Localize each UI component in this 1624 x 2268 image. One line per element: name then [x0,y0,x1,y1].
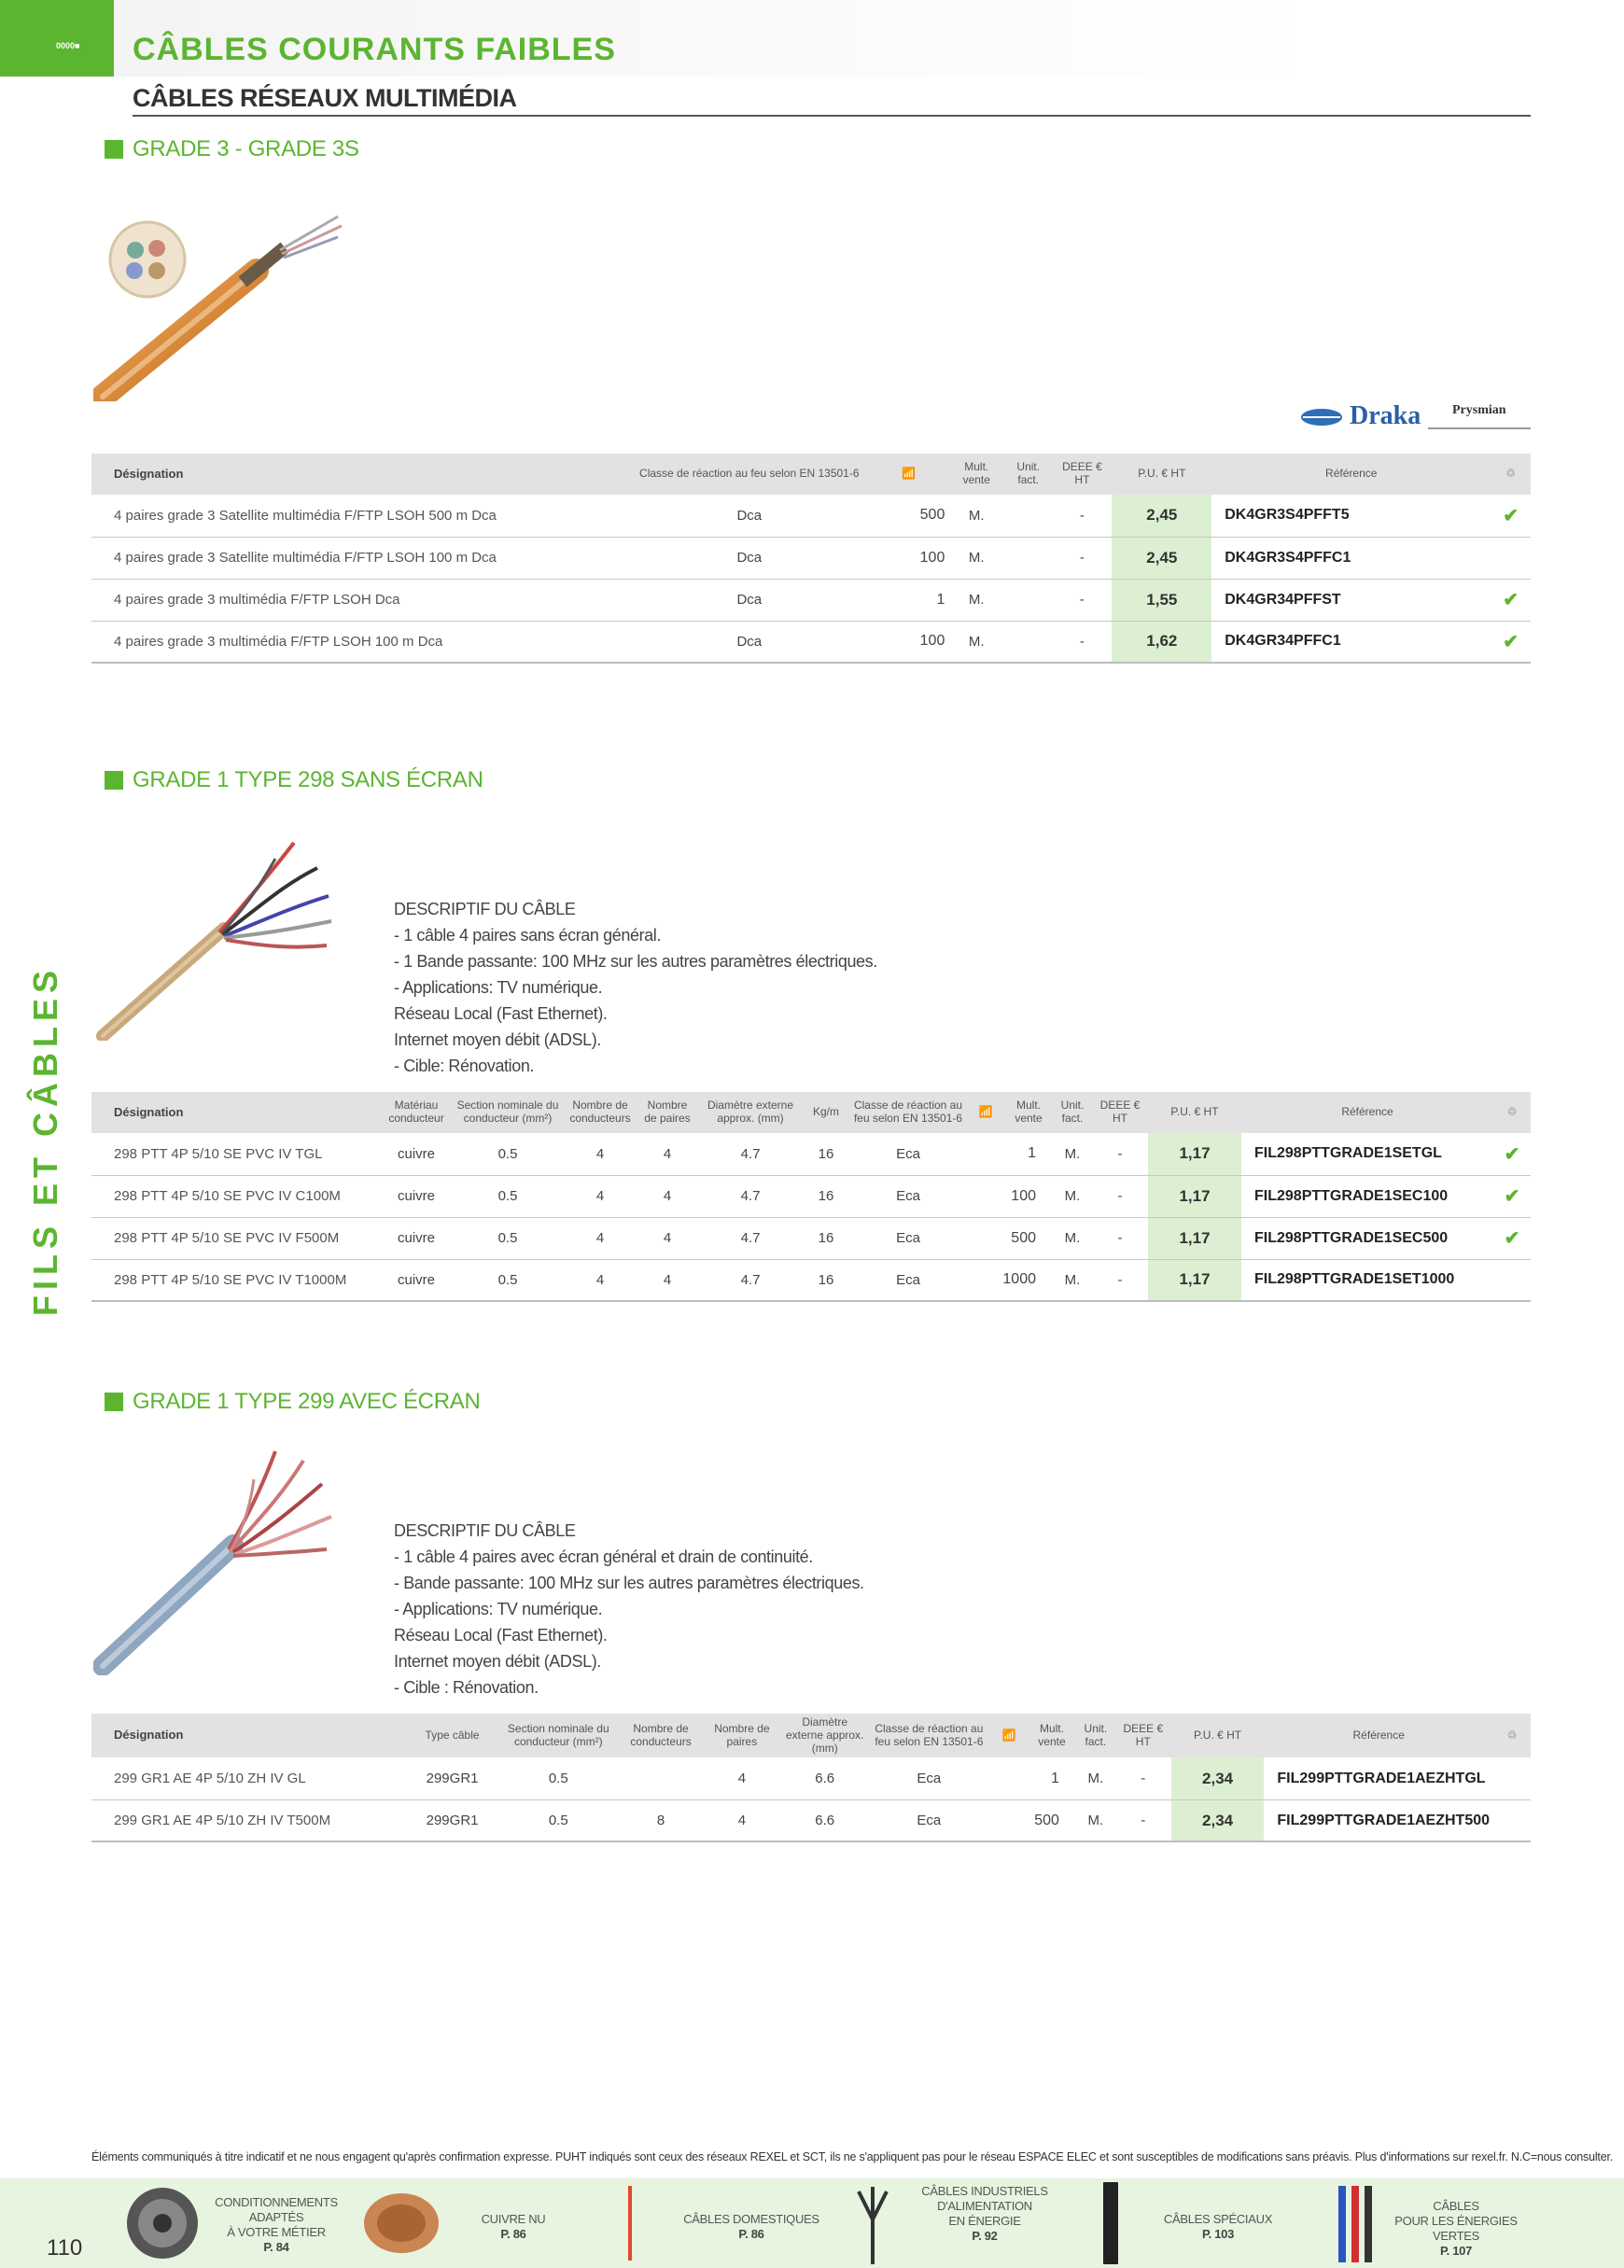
cell-classe: Eca [849,1133,967,1175]
cell-reference: FIL299PTTGRADE1AEZHT500 [1264,1799,1493,1841]
col-deee: DEEE € HT [1052,454,1112,495]
cell-designation: 4 paires grade 3 Satellite multimédia F/FTP LSOH 100 m Dca [91,537,630,579]
desc-title: DESCRIPTIF DU CÂBLE [394,900,576,918]
col-stock [1493,1714,1531,1757]
recycle-icon: ♲ [1506,1728,1518,1742]
cell-designation: 298 PTT 4P 5/10 SE PVC IV F500M [91,1217,381,1259]
col-materiau: Matériau conducteur [381,1092,452,1133]
col-deee: DEEE € HT [1115,1714,1171,1757]
cell-unit: M. [1053,1175,1092,1217]
cell-unit: M. [948,621,1004,663]
cable-type298-image [93,835,345,1041]
col-nb-conducteurs: Nombre de conducteurs [564,1092,637,1133]
cell-kgm: 16 [803,1175,849,1217]
check-icon: ✔ [1493,1175,1531,1217]
check-icon: ✔ [1491,579,1531,621]
footer-link-label: POUR LES ÉNERGIES VERTES [1394,2214,1518,2243]
title-divider [133,115,1531,117]
cell-classe: Eca [849,1259,967,1301]
cell-deee: - [1052,495,1112,537]
table-row[interactable] [91,1133,1531,1175]
check-icon: ✔ [1491,621,1531,663]
cell-reference: DK4GR3S4PFFT5 [1211,495,1491,537]
desc-line: - Applications: TV numérique. [394,1600,603,1618]
cable-type299-image [93,1442,355,1675]
cell-section: 0.5 [452,1217,564,1259]
cell-nb-paires: 4 [637,1217,698,1259]
cell-diametre: 6.6 [782,1757,868,1799]
desc-line: Réseau Local (Fast Ethernet). [394,1004,608,1023]
section-tab [0,0,114,77]
col-nb-paires: Nombre de paires [702,1714,782,1757]
col-mult: Mult. vente [1004,1092,1053,1133]
cell-mult: 100 [869,537,948,579]
green-energy-cable-thumb-icon [1325,2182,1381,2264]
cell-designation: 4 paires grade 3 Satellite multimédia F/FTP LSOH 500 m Dca [91,495,630,537]
draka-logo-icon [1299,403,1346,431]
cell-deee: - [1052,537,1112,579]
cell-type: 299GR1 [408,1799,497,1841]
footer-link-cables-speciaux[interactable] [1148,2212,1288,2242]
cell-nb-conducteurs: 4 [564,1175,637,1217]
section-heading-text: GRADE 1 TYPE 298 SANS ÉCRAN [133,767,483,792]
cell-mult: 1 [869,579,948,621]
desc-line: - Cible : Rénovation. [394,1678,539,1697]
cell-nb-conducteurs: 4 [564,1259,637,1301]
cell-classe: Dca [630,621,869,663]
col-mult: Mult. vente [948,454,1004,495]
table-row[interactable] [91,621,1531,663]
cell-nb-paires: 4 [637,1175,698,1217]
cable-grade3-image [93,205,355,401]
table-row[interactable] [91,1799,1531,1841]
col-diametre: Diamètre externe approx. (mm) [782,1714,868,1757]
col-ref: Référence [1241,1092,1493,1133]
cell-section: 0.5 [452,1175,564,1217]
col-wifi [967,1092,1004,1133]
desc-line: - 1 câble 4 paires sans écran général. [394,926,661,945]
footer-link-label: CÂBLES SPÉCIAUX [1163,2212,1273,2226]
col-nb-paires: Nombre de paires [637,1092,698,1133]
cell-unit: M. [1053,1259,1092,1301]
disclaimer: Éléments communiqués à titre indicatif et ne nous engagent qu'après confirmation expresse. PUHT indiqués sont ceux des réseaux REXEL et SCT, ils ne s'appliquent pas pour le réseau ESPACE ELEC et sont susceptibles de modifications sans préavis. Plus d'informations sur rexel.fr. N.C=nous consulter. [91,2150,1614,2163]
special-cable-thumb-icon [1092,2182,1129,2264]
cell-spacer [1004,495,1052,537]
cell-reference: FIL298PTTGRADE1SEC100 [1241,1175,1493,1217]
cell-deee: - [1115,1799,1171,1841]
footer-link-label: À VOTRE MÉTIER [227,2225,326,2239]
col-classe: Classe de réaction au feu selon EN 13501-6 [630,454,869,495]
check-icon [1491,537,1531,579]
footer-link-label: CÂBLES DOMESTIQUES [683,2212,819,2226]
table-type298 [91,1092,1531,1302]
cell-materiau: cuivre [381,1175,452,1217]
desc-line: Réseau Local (Fast Ethernet). [394,1626,608,1645]
desc-line: - Applications: TV numérique. [394,978,603,997]
cell-price: 1,17 [1148,1175,1241,1217]
footer-link-cuivre-nu[interactable] [448,2212,579,2242]
cell-price: 1,62 [1112,621,1211,663]
cell-spacer [1004,621,1052,663]
cell-reference: DK4GR34PFFST [1211,579,1491,621]
cell-deee: - [1115,1757,1171,1799]
wifi-icon: 📶 [978,1105,993,1119]
cell-stock [1493,1757,1531,1799]
cell-classe: Dca [630,579,869,621]
cell-classe: Eca [868,1799,991,1841]
cell-nb-conducteurs: 4 [564,1217,637,1259]
footer-link-page: P. 86 [738,2227,764,2241]
footer-link-label: CONDITIONNEMENTS ADAPTÉS [215,2195,338,2224]
heading-square-icon [105,1393,123,1411]
cell-price: 1,17 [1148,1217,1241,1259]
cell-price: 1,55 [1112,579,1211,621]
heading-square-icon [105,771,123,790]
cell-deee: - [1092,1175,1148,1217]
cell-kgm: 16 [803,1259,849,1301]
cell-nb-paires: 4 [637,1259,698,1301]
cable-description-298 [394,896,877,1079]
table-row[interactable] [91,1259,1531,1301]
cell-mult: 100 [869,621,948,663]
section-heading-type299 [105,1389,481,1415]
cell-unit: M. [1076,1757,1115,1799]
domestic-cable-thumb-icon [616,2182,644,2264]
cell-nb-conducteurs: 8 [620,1799,702,1841]
cell-diametre: 6.6 [782,1799,868,1841]
col-unit: Unit. fact. [1004,454,1052,495]
cell-nb-paires: 4 [702,1799,782,1841]
tab-text: 0000■ [56,41,80,50]
cell-nb-conducteurs [620,1757,702,1799]
copper-coil-thumb-icon [359,2182,443,2264]
table-row[interactable] [91,1175,1531,1217]
cell-nb-conducteurs: 4 [564,1133,637,1175]
col-stock [1493,1092,1531,1133]
table-row[interactable] [91,1217,1531,1259]
section-heading-text: GRADE 3 - GRADE 3S [133,136,359,161]
col-pu: P.U. € HT [1148,1092,1241,1133]
recycle-icon: ♲ [1505,467,1516,481]
cell-deee: - [1092,1259,1148,1301]
table-row[interactable] [91,495,1531,537]
cell-classe: Dca [630,495,869,537]
desc-line: - 1 câble 4 paires avec écran général et drain de continuité. [394,1547,813,1566]
footer-link-conditionnements[interactable] [202,2195,351,2255]
footer-link-label: CÂBLES INDUSTRIELS [921,2184,1048,2198]
cell-stock [1493,1799,1531,1841]
cell-deee: - [1052,621,1112,663]
col-designation: Désignation [91,454,630,495]
cell-diametre: 4.7 [698,1259,803,1301]
cell-mult: 500 [990,1799,1076,1841]
cell-section: 0.5 [497,1757,620,1799]
desc-line: Internet moyen débit (ADSL). [394,1652,601,1671]
cell-section: 0.5 [497,1799,620,1841]
footer-link-page: P. 103 [1201,2227,1235,2241]
cell-designation: 298 PTT 4P 5/10 SE PVC IV T1000M [91,1259,381,1301]
col-designation: Désignation [91,1714,408,1757]
cell-reference: DK4GR3S4PFFC1 [1211,537,1491,579]
cell-kgm: 16 [803,1133,849,1175]
footer-link-label: EN ÉNERGIE [948,2214,1021,2228]
cell-materiau: cuivre [381,1259,452,1301]
desc-line: - Cible: Rénovation. [394,1057,535,1075]
cell-classe: Dca [630,537,869,579]
cell-materiau: cuivre [381,1217,452,1259]
footer-link-page: P. 86 [500,2227,526,2241]
desc-line: - Bande passante: 100 MHz sur les autres paramètres électriques. [394,1574,864,1592]
col-deee: DEEE € HT [1092,1092,1148,1133]
cell-mult: 1 [967,1133,1053,1175]
side-category-label: FILS ET CÂBLES [26,964,64,1316]
cell-section: 0.5 [452,1133,564,1175]
col-kgm: Kg/m [803,1092,849,1133]
footer-link-label: CUIVRE NU [481,2212,546,2226]
cell-mult: 500 [967,1217,1053,1259]
cell-spacer [1004,537,1052,579]
section-heading-text: GRADE 1 TYPE 299 AVEC ÉCRAN [133,1389,481,1414]
footer-link-label: D'ALIMENTATION [937,2199,1032,2213]
footer-link-energies-vertes[interactable] [1391,2199,1521,2259]
desc-line: - 1 Bande passante: 100 MHz sur les autres paramètres électriques. [394,952,877,971]
section-heading-type298 [105,767,483,793]
page-number: 110 [47,2235,83,2261]
footer-link-cables-domestiques[interactable] [681,2212,821,2242]
cell-designation: 299 GR1 AE 4P 5/10 ZH IV GL [91,1757,408,1799]
col-pu: P.U. € HT [1171,1714,1265,1757]
prysmian-logo: Prysmian [1452,403,1506,417]
cell-nb-paires: 4 [702,1757,782,1799]
wifi-icon: 📶 [902,467,917,481]
table-row[interactable] [91,537,1531,579]
table-type299 [91,1714,1531,1842]
table-row[interactable] [91,579,1531,621]
col-section: Section nominale du conducteur (mm²) [452,1092,564,1133]
cell-deee: - [1052,579,1112,621]
draka-logo: Draka [1350,401,1421,430]
industrial-cable-thumb-icon [849,2182,896,2264]
footer-link-page: P. 84 [263,2240,289,2254]
col-classe: Classe de réaction au feu selon EN 13501-6 [868,1714,991,1757]
cell-section: 0.5 [452,1259,564,1301]
cell-classe: Eca [849,1217,967,1259]
cell-mult: 100 [967,1175,1053,1217]
cell-diametre: 4.7 [698,1217,803,1259]
col-diametre: Diamètre externe approx. (mm) [698,1092,803,1133]
col-pu: P.U. € HT [1112,454,1211,495]
cell-price: 2,34 [1171,1799,1265,1841]
cell-price: 1,17 [1148,1133,1241,1175]
cell-mult: 1000 [967,1259,1053,1301]
cell-unit: M. [948,537,1004,579]
heading-square-icon [105,140,123,159]
cell-unit: M. [948,495,1004,537]
col-unit: Unit. fact. [1053,1092,1092,1133]
table-header-row [91,454,1531,495]
cell-mult: 1 [990,1757,1076,1799]
cable-drum-thumb-icon [121,2182,205,2264]
cell-designation: 298 PTT 4P 5/10 SE PVC IV C100M [91,1175,381,1217]
section-heading-grade3 [105,136,359,162]
recycle-icon: ♲ [1506,1105,1518,1119]
cell-unit: M. [948,579,1004,621]
col-nb-conducteurs: Nombre de conducteurs [620,1714,702,1757]
desc-line: Internet moyen débit (ADSL). [394,1030,601,1049]
cell-price: 2,45 [1112,495,1211,537]
cell-diametre: 4.7 [698,1175,803,1217]
col-unit: Unit. fact. [1076,1714,1115,1757]
cell-classe: Eca [868,1757,991,1799]
cell-designation: 298 PTT 4P 5/10 SE PVC IV TGL [91,1133,381,1175]
cell-reference: FIL298PTTGRADE1SEC500 [1241,1217,1493,1259]
cell-mult: 500 [869,495,948,537]
cell-reference: FIL298PTTGRADE1SET1000 [1241,1259,1493,1301]
prysmian-rule [1428,427,1531,429]
col-designation: Désignation [91,1092,381,1133]
col-mult: Mult. vente [1028,1714,1076,1757]
footer-link-page: P. 107 [1439,2244,1473,2258]
table-header-row [91,1092,1531,1133]
cell-deee: - [1092,1133,1148,1175]
check-icon [1493,1259,1531,1301]
wifi-icon: 📶 [1001,1728,1016,1742]
col-classe: Classe de réaction au feu selon EN 13501-6 [849,1092,967,1133]
cell-price: 1,17 [1148,1259,1241,1301]
page-title: CÂBLES COURANTS FAIBLES [133,32,616,67]
cell-kgm: 16 [803,1217,849,1259]
cell-designation: 299 GR1 AE 4P 5/10 ZH IV T500M [91,1799,408,1841]
cell-classe: Eca [849,1175,967,1217]
cell-type: 299GR1 [408,1757,497,1799]
col-wifi [869,454,948,495]
check-icon: ✔ [1493,1217,1531,1259]
cell-unit: M. [1076,1799,1115,1841]
table-grade3 [91,454,1531,664]
check-icon: ✔ [1491,495,1531,537]
col-section: Section nominale du conducteur (mm²) [497,1714,620,1757]
cell-deee: - [1092,1217,1148,1259]
col-ref: Référence [1211,454,1491,495]
cell-nb-paires: 4 [637,1133,698,1175]
cell-materiau: cuivre [381,1133,452,1175]
desc-title: DESCRIPTIF DU CÂBLE [394,1521,576,1540]
cell-reference: DK4GR34PFFC1 [1211,621,1491,663]
cell-price: 2,34 [1171,1757,1265,1799]
footer-link-label: CÂBLES [1433,2199,1479,2213]
col-stock [1491,454,1531,495]
cell-unit: M. [1053,1217,1092,1259]
cell-designation: 4 paires grade 3 multimédia F/FTP LSOH Dca [91,579,630,621]
col-ref: Référence [1264,1714,1493,1757]
col-type: Type câble [408,1714,497,1757]
cell-unit: M. [1053,1133,1092,1175]
cell-price: 2,45 [1112,537,1211,579]
footer-link-page: P. 92 [972,2229,998,2243]
cell-diametre: 4.7 [698,1133,803,1175]
cell-designation: 4 paires grade 3 multimédia F/FTP LSOH 100 m Dca [91,621,630,663]
table-header-row [91,1714,1531,1757]
cell-spacer [1004,579,1052,621]
cell-reference: FIL299PTTGRADE1AEZHTGL [1264,1757,1493,1799]
cell-reference: FIL298PTTGRADE1SETGL [1241,1133,1493,1175]
check-icon: ✔ [1493,1133,1531,1175]
page-subtitle: CÂBLES RÉSEAUX MULTIMÉDIA [133,84,517,112]
footer-link-cables-industriels[interactable] [910,2184,1059,2244]
cable-description-299 [394,1518,864,1701]
col-wifi [990,1714,1028,1757]
table-row[interactable] [91,1757,1531,1799]
